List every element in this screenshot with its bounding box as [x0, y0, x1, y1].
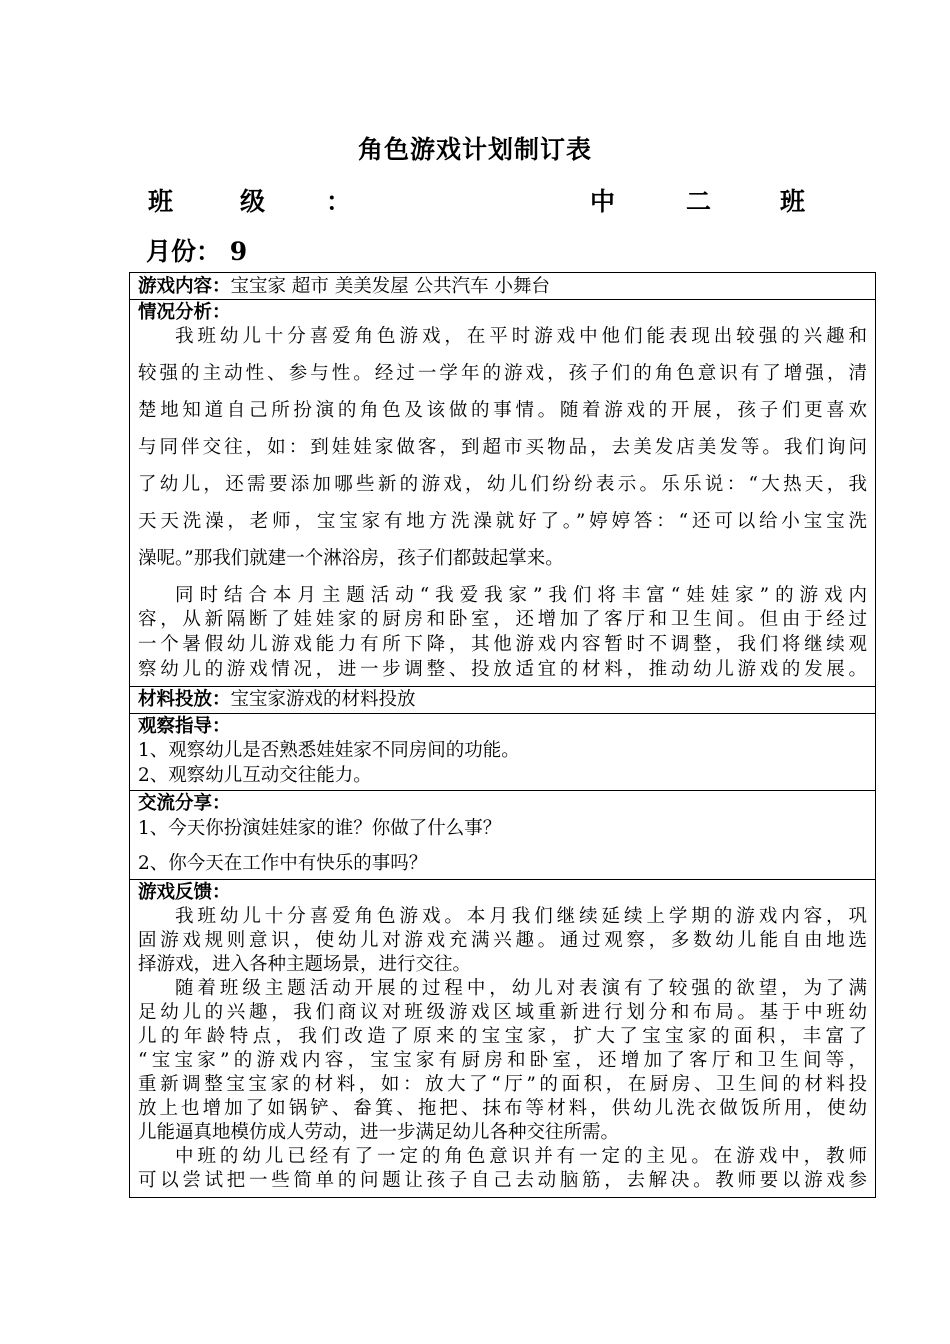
month-label: 月份： [146, 237, 222, 266]
feedback-line: 中班的幼儿已经有了一定的角色意识并有一定的主见。在游戏中，教师 [175, 1146, 867, 1167]
sharing-label: 交流分享： [138, 793, 231, 814]
sharing-item: 2、你今天在工作中有快乐的事吗？ [138, 853, 428, 874]
feedback-line: 可以尝试把一些简单的问题让孩子自己去动脑筋，去解决。教师要以游戏参 [138, 1170, 867, 1191]
month-value: 9 [229, 237, 248, 266]
row-game-content [130, 273, 875, 300]
materials-value: 宝宝家游戏的材料投放 [230, 689, 416, 710]
feedback-line: 我班幼儿十分喜爱角色游戏。本月我们继续延续上学期的游戏内容，巩 [175, 906, 867, 927]
analysis-line: 同时结合本月主题活动“我爱我家”我们将丰富“娃娃家”的游戏内 [175, 585, 867, 606]
class-label-char-1: 班 [148, 187, 174, 216]
observation-label: 观察指导： [138, 716, 231, 737]
row-sharing [130, 791, 875, 880]
analysis-line: 楚地知道自己所扮演的角色及该做的事情。随着游戏的开展，孩子们更喜欢 [138, 400, 867, 421]
class-line [148, 182, 848, 218]
analysis-label: 情况分析： [138, 302, 231, 323]
class-value-char-1: 中 [590, 187, 616, 216]
row-observation [130, 714, 875, 791]
game-content-label: 游戏内容： [138, 276, 231, 297]
analysis-line: 一个暑假幼儿游戏能力有所下降，其他游戏内容暂时不调整，我们将继续观 [138, 634, 867, 655]
feedback-line: “宝宝家”的游戏内容，宝宝家有厨房和卧室，还增加了客厅和卫生间等， [138, 1050, 867, 1071]
feedback-line: 择游戏，进入各种主题场景，进行交往。 [138, 954, 472, 975]
feedback-line: 重新调整宝宝家的材料，如：放大了“厅”的面积，在厨房、卫生间的材料投 [138, 1074, 867, 1095]
analysis-line: 我班幼儿十分喜爱角色游戏，在平时游戏中他们能表现出较强的兴趣和 [175, 326, 867, 347]
plan-table [129, 272, 876, 1198]
feedback-line: 固游戏规则意识，使幼儿对游戏充满兴趣。通过观察，多数幼儿能自由地选 [138, 930, 867, 951]
analysis-line: 了幼儿，还需要添加哪些新的游戏，幼儿们纷纷表示。乐乐说：“大热天，我 [138, 474, 867, 495]
analysis-line: 较强的主动性、参与性。经过一学年的游戏，孩子们的角色意识有了增强，清 [138, 363, 867, 384]
class-value-char-3: 班 [780, 187, 806, 216]
observation-item: 1、观察幼儿是否熟悉娃娃家不同房间的功能。 [138, 740, 520, 761]
class-label-colon: ： [326, 187, 352, 216]
row-situation-analysis [130, 300, 875, 687]
feedback-line: 随着班级主题活动开展的过程中，幼儿对表演有了较强的欲望，为了满 [175, 978, 867, 999]
observation-item: 2、观察幼儿互动交往能力。 [138, 765, 372, 786]
row-feedback [130, 880, 875, 1197]
analysis-line: 察幼儿的游戏情况，进一步调整、投放适宜的材料，推动幼儿游戏的发展。 [138, 659, 867, 680]
row-materials [130, 687, 875, 714]
feedback-line: 足幼儿的兴趣，我们商议对班级游戏区域重新进行划分和布局。基于中班幼 [138, 1002, 867, 1023]
materials-label: 材料投放： [138, 689, 231, 710]
feedback-line: 放上也增加了如锅铲、畚箕、拖把、抹布等材料，供幼儿洗衣做饭所用，使幼 [138, 1098, 867, 1119]
month-line [146, 232, 247, 268]
game-content-value: 宝宝家 超市 美美发屋 公共汽车 小舞台 [230, 276, 551, 297]
page-title: 角色游戏计划制订表 [357, 135, 592, 164]
analysis-line: 与同伴交往，如：到娃娃家做客，到超市买物品，去美发店美发等。我们询问 [138, 437, 867, 458]
feedback-line: 儿能逼真地模仿成人劳动，进一步满足幼儿各种交往所需。 [138, 1122, 620, 1143]
sharing-item: 1、今天你扮演娃娃家的谁？你做了什么事？ [138, 818, 502, 839]
class-value-char-2: 二 [686, 187, 712, 216]
feedback-label: 游戏反馈： [138, 882, 231, 903]
feedback-line: 儿的年龄特点，我们改造了原来的宝宝家，扩大了宝宝家的面积，丰富了 [138, 1026, 867, 1047]
class-label-char-2: 级 [240, 187, 266, 216]
analysis-line: 天天洗澡，老师，宝宝家有地方洗澡就好了。”婷婷答：“还可以给小宝宝洗 [138, 511, 867, 532]
analysis-line: 澡呢。”那我们就建一个淋浴房，孩子们都鼓起掌来。 [138, 548, 564, 569]
analysis-line: 容，从新隔断了娃娃家的厨房和卧室，还增加了客厅和卫生间。但由于经过 [138, 609, 867, 630]
